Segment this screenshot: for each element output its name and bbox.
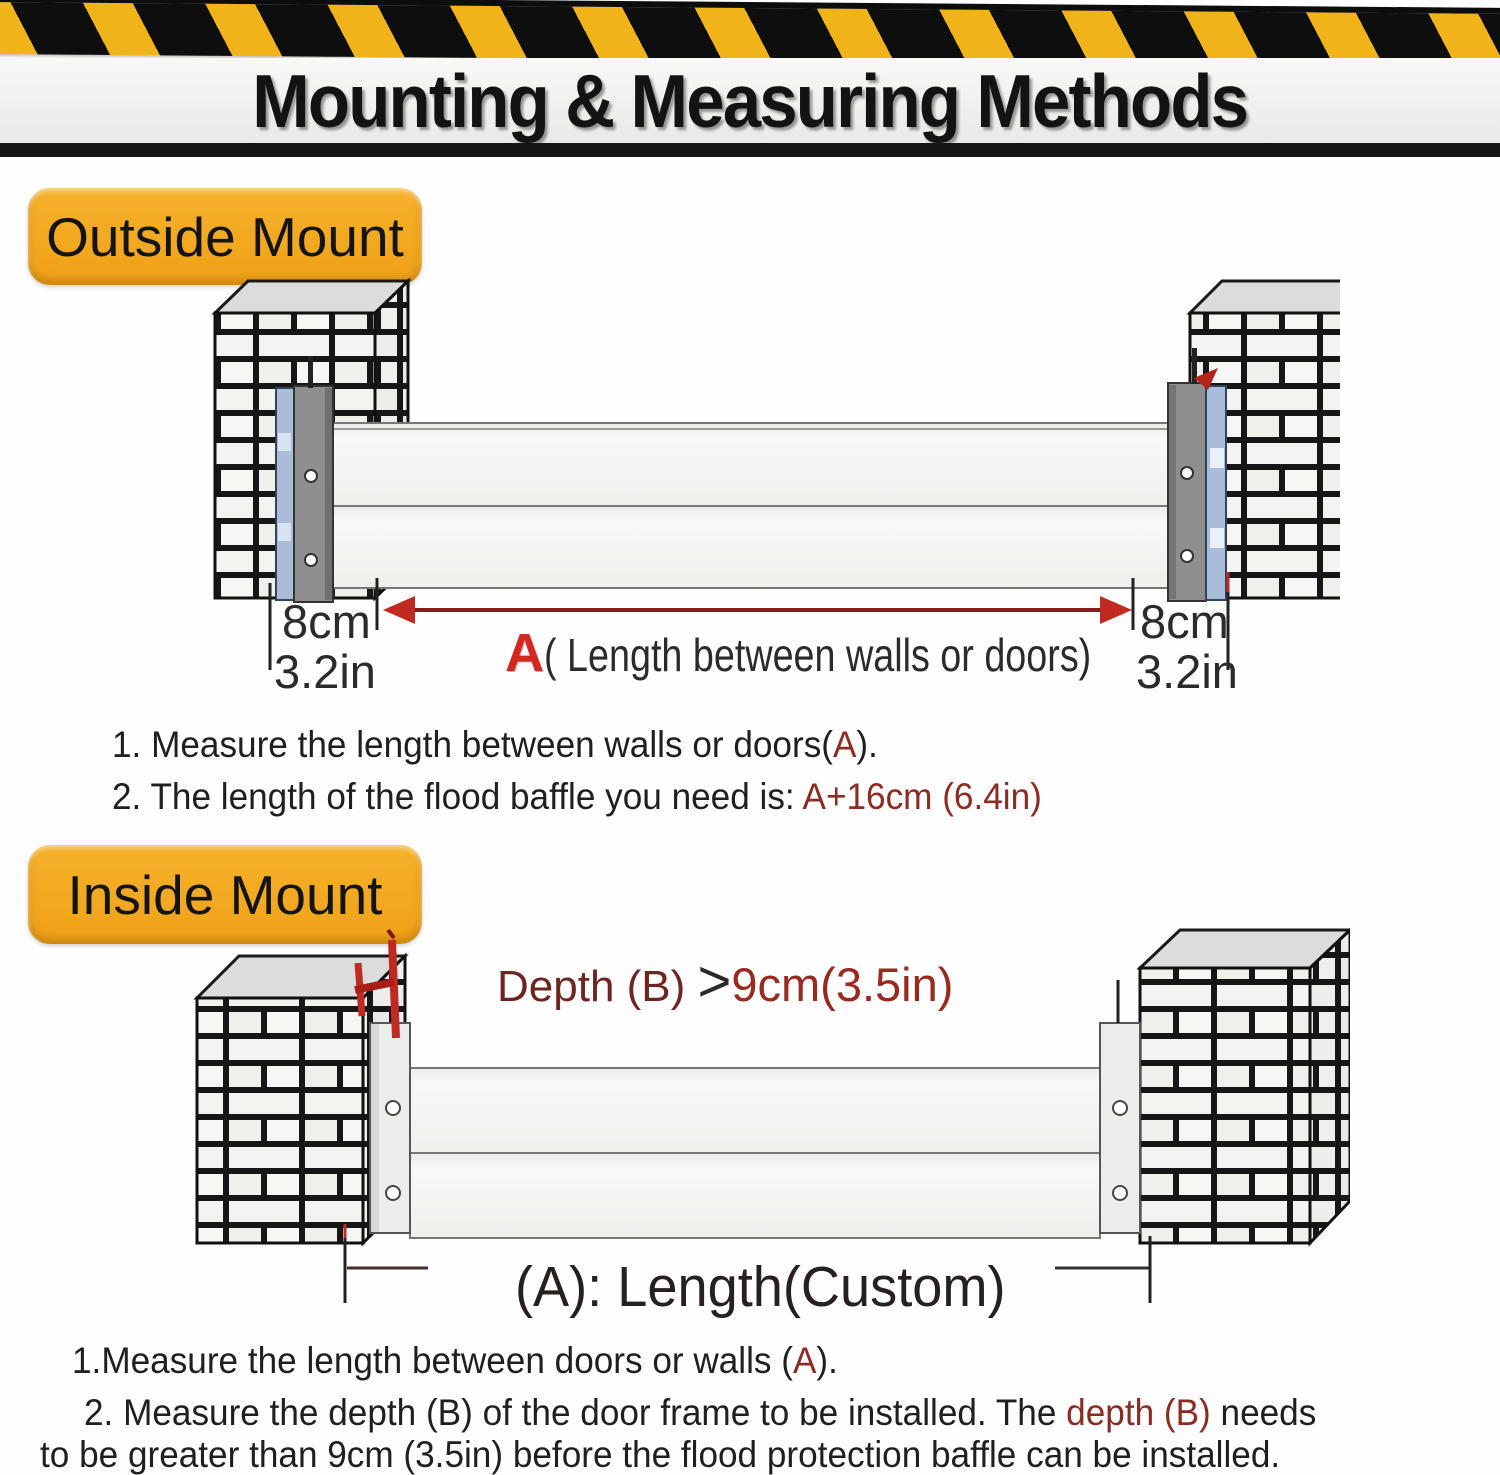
left-mounting-bracket-inside xyxy=(370,1023,410,1233)
right-gap-in: 3.2in xyxy=(1136,645,1238,698)
inside-instruction-2-line1: 2. Measure the depth (B) of the door frame to be installed. The depth (B) needs xyxy=(84,1392,1317,1433)
right-brick-pillar-inside xyxy=(1140,930,1350,1243)
title-banner xyxy=(0,58,1500,144)
span-a-label xyxy=(505,622,1211,684)
caution-tape-stripe xyxy=(0,0,1500,66)
inside-instruction-1: 1.Measure the length between doors or walls (A). xyxy=(72,1340,838,1381)
span-a-text: ( Length between walls or doors) xyxy=(544,629,1092,681)
title-divider-bar xyxy=(0,143,1500,157)
flood-baffle xyxy=(332,423,1168,588)
right-mounting-bracket-inside xyxy=(1100,980,1140,1233)
length-custom-label: (A): Length(Custom) xyxy=(515,1255,1006,1319)
right-gap-cm: 8cm xyxy=(1140,595,1229,648)
inside-mount-badge-label: Inside Mount xyxy=(67,863,383,926)
left-gap-in: 3.2in xyxy=(274,645,376,698)
page-title: Mounting & Measuring Methods xyxy=(252,59,1248,143)
inside-instruction-2-line2: to be greater than 9cm (3.5in) before the flood protection baffle can be installed. xyxy=(40,1434,1281,1475)
depth-label: Depth (B) >9cm(3.5in) xyxy=(497,949,954,1014)
outside-mount-badge-label: Outside Mount xyxy=(46,205,404,268)
left-gap-cm: 8cm xyxy=(282,595,371,648)
left-mounting-bracket xyxy=(276,356,333,602)
right-mounting-bracket xyxy=(1168,348,1226,601)
flood-baffle-inside xyxy=(410,1068,1100,1238)
span-a-letter: A xyxy=(505,623,544,683)
outside-instruction-2: 2. The length of the flood baffle you need is: A+16cm (6.4in) xyxy=(112,776,1042,817)
outside-instruction-1: 1. Measure the length between walls or doors(A). xyxy=(112,724,878,765)
outside-mount-badge xyxy=(28,188,422,285)
